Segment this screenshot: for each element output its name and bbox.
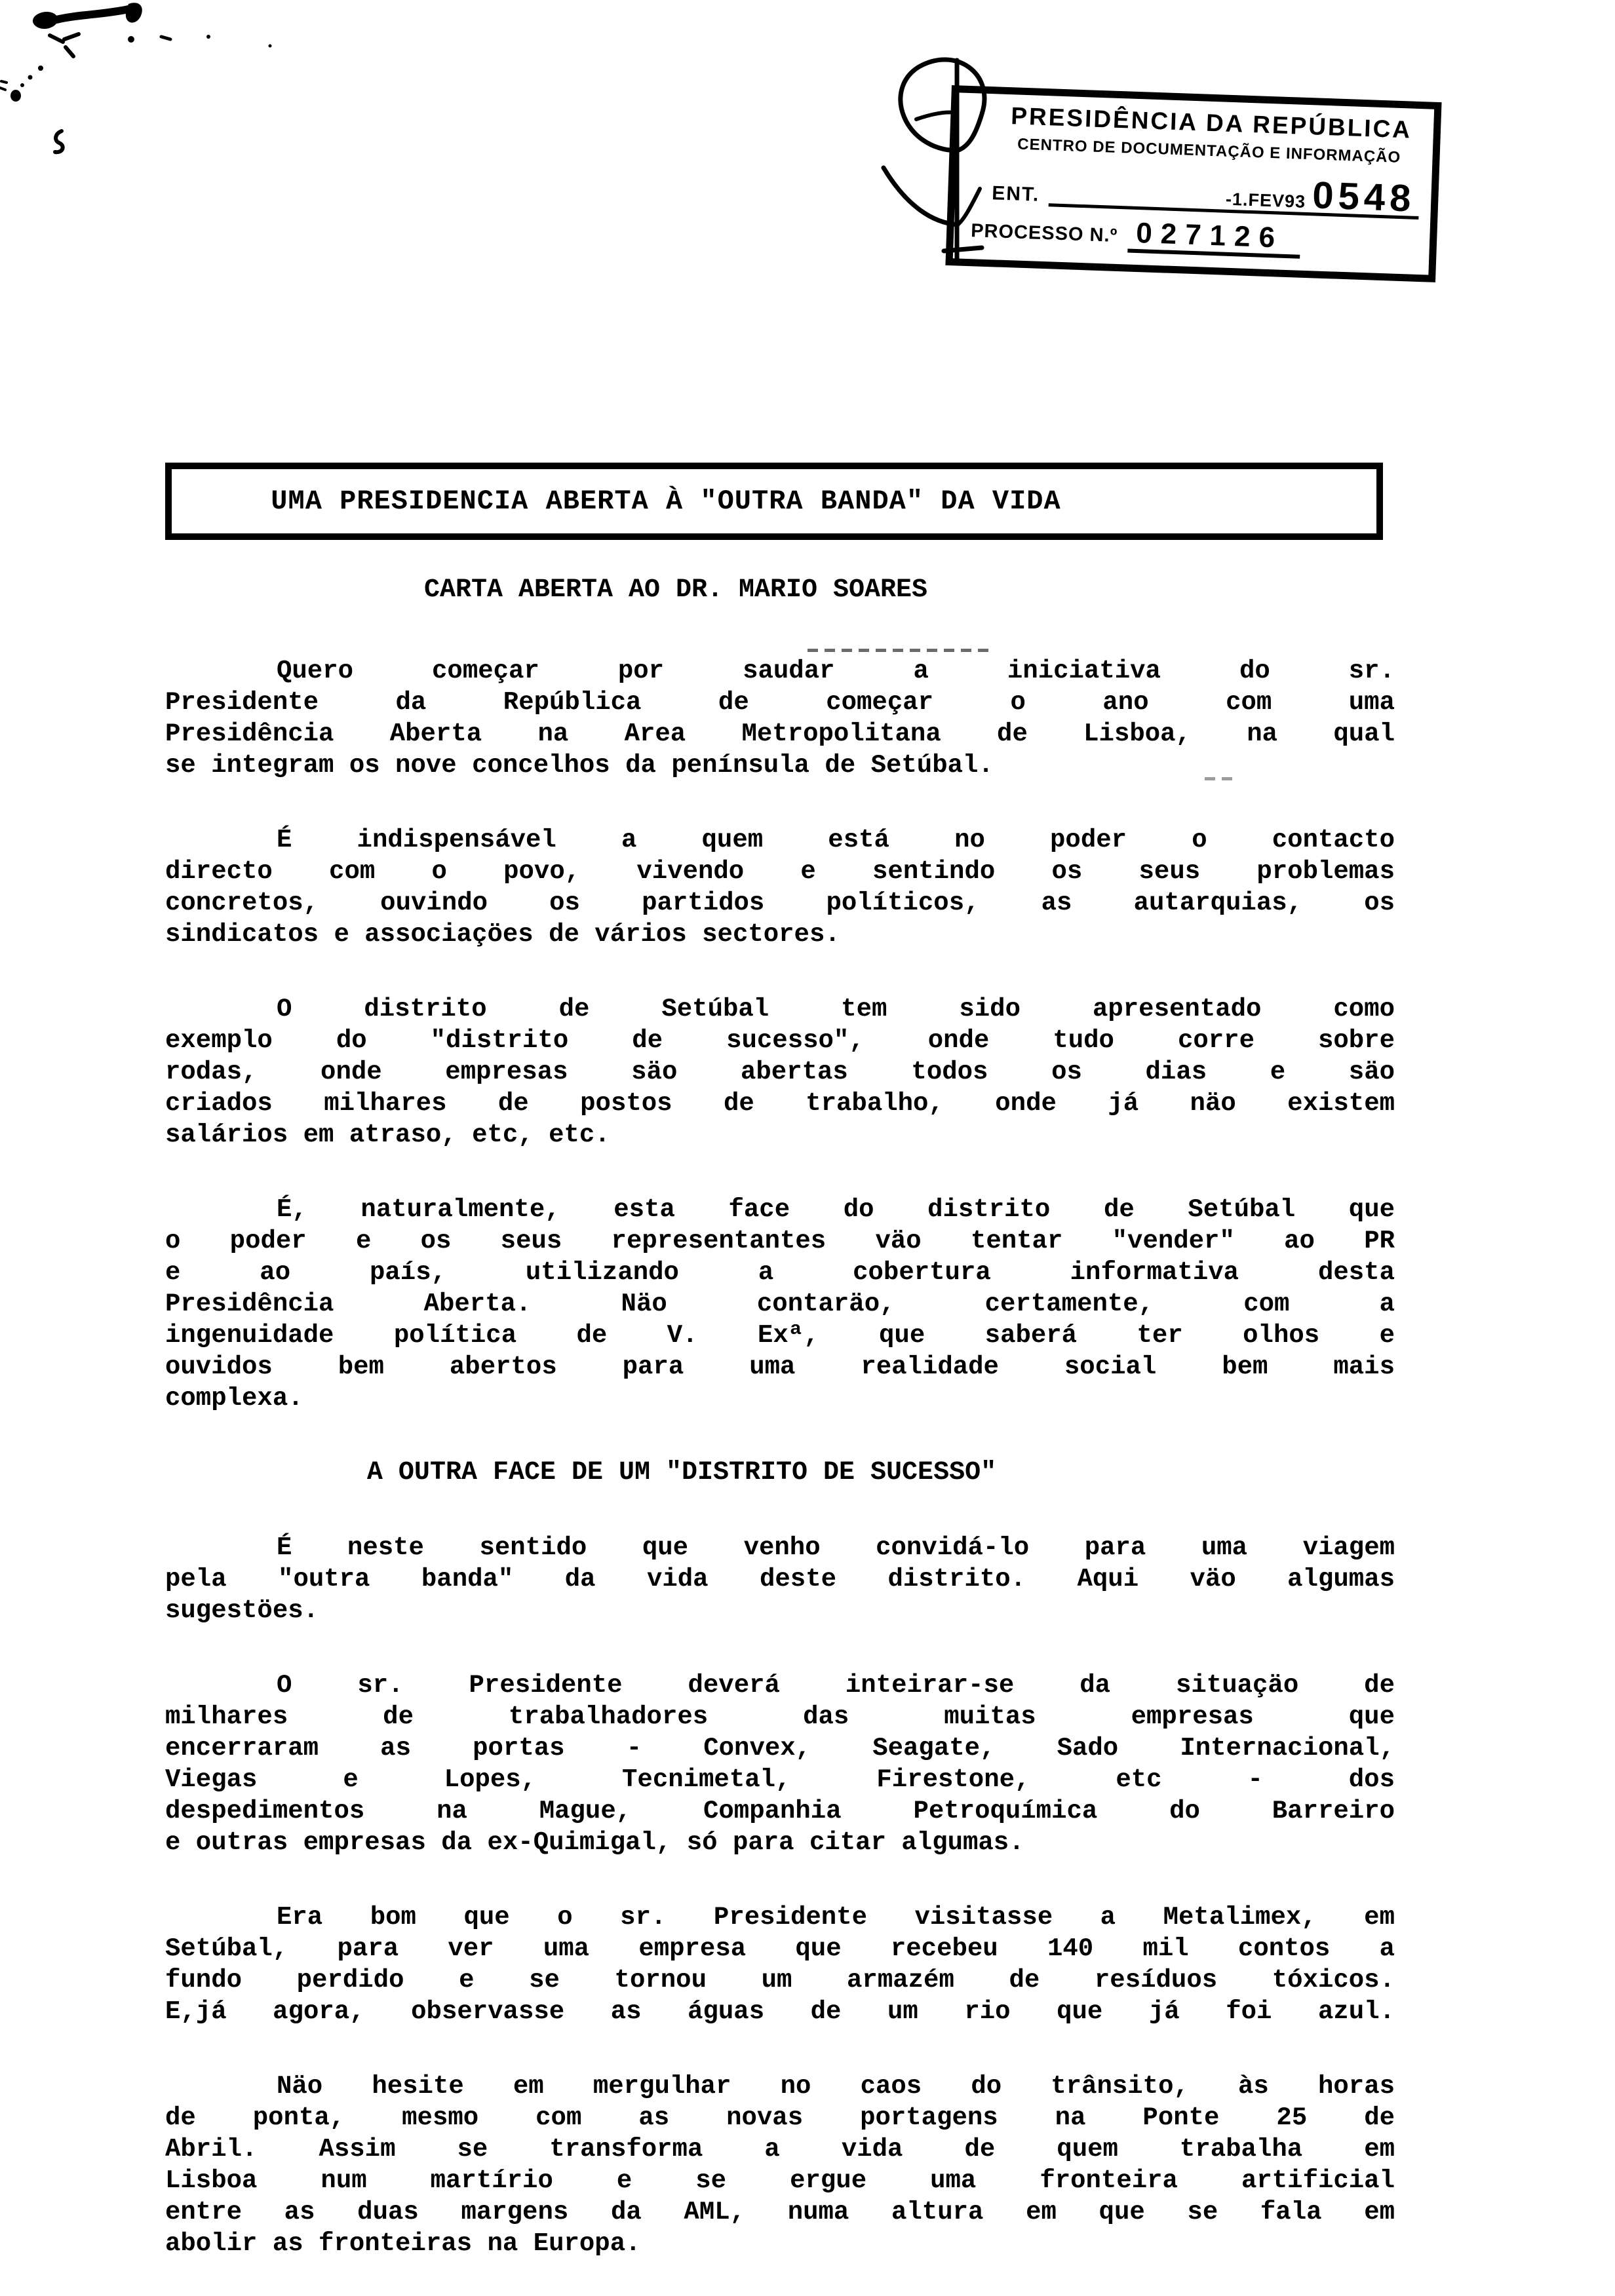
ink-smudge-marks bbox=[0, 0, 308, 157]
letter-line: directo com o povo, vivendo e sentindo os seus problemas bbox=[165, 857, 1395, 886]
paragraph bbox=[165, 1902, 1395, 2027]
letter-line: Lisboa num martírio e se ergue uma fronteira artificial bbox=[165, 2166, 1395, 2195]
letter-line: abolir as fronteiras na Europa. bbox=[165, 2229, 641, 2258]
paragraph bbox=[165, 1194, 1395, 1414]
letter-line: O sr. Presidente deverá inteirar-se da situaçäo de bbox=[277, 1671, 1395, 1700]
letter-line: criados milhares de postos de trabalho, onde já näo existem bbox=[165, 1089, 1395, 1118]
paragraph bbox=[165, 993, 1395, 1151]
paragraph bbox=[165, 655, 1395, 781]
letter-line: sindicatos e associaçöes de vários sectores. bbox=[165, 920, 840, 949]
letter-line: milhares de trabalhadores das muitas empresas que bbox=[165, 1702, 1395, 1731]
letter-line: e ao país, utilizando a cobertura informativa desta bbox=[165, 1258, 1395, 1287]
flower-doodle bbox=[878, 51, 1042, 274]
letter-line: ouvidos bem abertos para uma realidade social bem mais bbox=[165, 1352, 1395, 1381]
letter-line: O distrito de Setúbal tem sido apresentado como bbox=[277, 995, 1395, 1024]
letter-line: E,já agora, observasse as águas de um rio que já foi azul. bbox=[165, 1997, 1395, 2026]
letter-line: entre as duas margens da AML, numa altura em que se fala em bbox=[165, 2198, 1395, 2227]
letter-line: pela "outra banda" da vida deste distrito. Aqui väo algumas bbox=[165, 1565, 1395, 1594]
scan-artifact bbox=[808, 649, 991, 652]
letter-line: concretos, ouvindo os partidos políticos, as autarquias, os bbox=[165, 889, 1395, 917]
letter-line: Setúbal, para ver uma empresa que recebeu 140 mil contos a bbox=[165, 1934, 1395, 1963]
letter-line: exemplo do "distrito de sucesso", onde tudo corre sobre bbox=[165, 1026, 1395, 1055]
letter-line: ingenuidade política de V. Exª, que saberá ter olhos e bbox=[165, 1321, 1395, 1350]
letter-line: Presidência Aberta. Näo contaräo, certamente, com a bbox=[165, 1290, 1395, 1318]
letter-line: É indispensável a quem está no poder o contacto bbox=[277, 826, 1395, 854]
paragraph bbox=[165, 824, 1395, 950]
paragraph bbox=[165, 1532, 1395, 1626]
letter-line: salários em atraso, etc, etc. bbox=[165, 1120, 610, 1149]
stamp-org: PRESIDÊNCIA DA REPÚBLICA bbox=[1010, 102, 1412, 144]
letter-line: de ponta, mesmo com as novas portagens na Ponte 25 de bbox=[165, 2103, 1395, 2132]
letter-line: sugestöes. bbox=[165, 1596, 319, 1625]
letter-line: Presidência Aberta na Area Metropolitana de Lisboa, na qual bbox=[165, 719, 1395, 748]
letter-line: e outras empresas da ex-Quimigal, só para citar algumas. bbox=[165, 1828, 1024, 1857]
letter-line: encerraram as portas - Convex, Seagate, Sado Internacional, bbox=[165, 1734, 1395, 1763]
document-title: UMA PRESIDENCIA ABERTA À "OUTRA BANDA" DA VIDA bbox=[271, 486, 1061, 517]
letter-line: Era bom que o sr. Presidente visitasse a Metalimex, em bbox=[277, 1903, 1395, 1932]
letter-line: Quero começar por saudar a iniciativa do sr. bbox=[277, 657, 1395, 685]
letter-line: Näo hesite em mergulhar no caos do trânsito, às horas bbox=[277, 2072, 1395, 2101]
stamp-process-number: 027126 bbox=[1127, 219, 1300, 259]
letter-line: complexa. bbox=[165, 1384, 303, 1413]
letter-line: É neste sentido que venho convidá-lo para uma viagem bbox=[277, 1533, 1395, 1562]
letter-line: se integram os nove concelhos da península de Setúbal. bbox=[165, 751, 994, 780]
letter-line: o poder e os seus representantes väo tentar "vender" ao PR bbox=[165, 1227, 1395, 1255]
letter-line: Presidente da República de começar o ano com uma bbox=[165, 688, 1395, 717]
letter-line: rodas, onde empresas säo abertas todos os dias e säo bbox=[165, 1058, 1395, 1086]
stamp-entry-line bbox=[1049, 169, 1420, 220]
stamp-dept: CENTRO DE DOCUMENTAÇÃO E INFORMAÇÃO bbox=[1017, 135, 1401, 166]
paragraph bbox=[165, 2071, 1395, 2259]
stamp-entry-number: 0548 bbox=[1312, 174, 1416, 220]
stamp-entry-label: ENT. bbox=[991, 182, 1040, 206]
title-box bbox=[165, 463, 1383, 540]
stamp-process-label: PROCESSO N.º bbox=[970, 220, 1118, 247]
section-heading: A OUTRA FACE DE UM "DISTRITO DE SUCESSO" bbox=[366, 1458, 997, 1487]
letter-line: despedimentos na Mague, Companhia Petroquímica do Barreiro bbox=[165, 1797, 1395, 1826]
paragraph bbox=[165, 1670, 1395, 1858]
document-subtitle: CARTA ABERTA AO DR. MARIO SOARES bbox=[423, 575, 928, 605]
letter-body bbox=[165, 655, 1395, 2296]
letter-line: fundo perdido e se tornou um armazém de resíduos tóxicos. bbox=[165, 1966, 1395, 1995]
stamp-entry-date: -1.FEV93 bbox=[1225, 189, 1306, 212]
letter-line: Abril. Assim se transforma a vida de quem trabalha em bbox=[165, 2135, 1395, 2164]
letter-line: Viegas e Lopes, Tecnimetal, Firestone, etc - dos bbox=[165, 1765, 1395, 1794]
letter-line: É, naturalmente, esta face do distrito de Setúbal que bbox=[277, 1195, 1395, 1224]
